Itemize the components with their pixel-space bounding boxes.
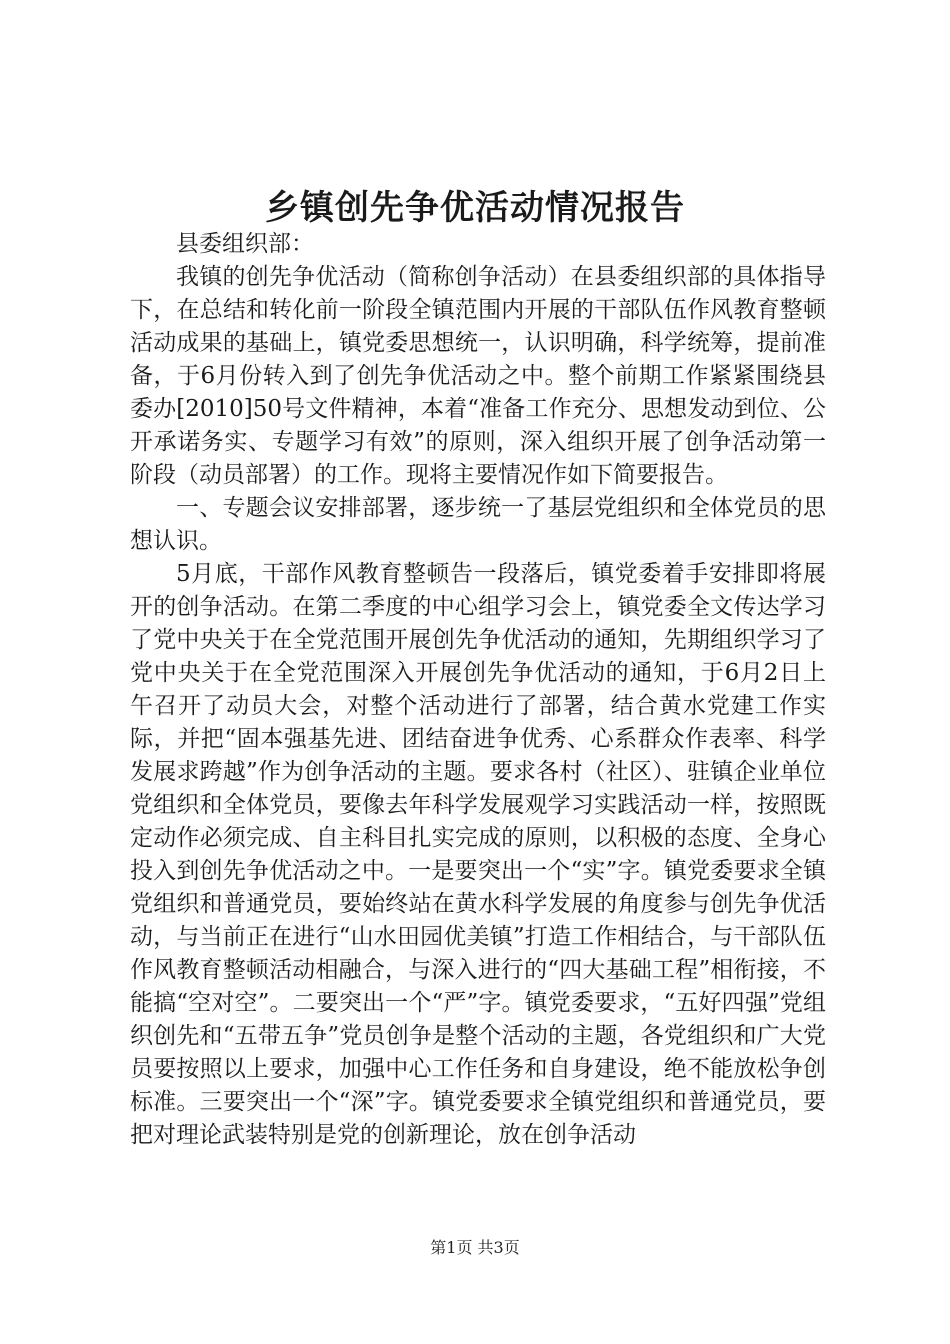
intro-paragraph: 我镇的创先争优活动（简称创争活动）在县委组织部的具体指导下，在总结和转化前一阶段全镇范围内开展的干部队伍作风教育整顿活动成果的基础上，镇党委思想统一，认识明确，科学统筹，提前准备，于6月份转入到了创先争优活动之中。整个前期工作紧紧围绕县委办[2010]50号文件精神，本着“准备工作充分、思想发动到位、公开承诺务实、专题学习有效”的原则，深入组织开展了创争活动第一阶段（动员部署）的工作。现将主要情况作如下简要报告。 <box>130 264 826 488</box>
section-1-paragraph: 5月底，干部作风教育整顿告一段落后，镇党委着手安排即将展开的创争活动。在第二季度的中心组学习会上，镇党委全文传达学习了党中央关于在全党范围开展创先争优活动的通知，先期组织学习了党中央关于在全党范围深入开展创先争优活动的通知，于6月2日上午召开了动员大会，对整个活动进行了部署，结合黄水党建工作实际，并把“固本强基先进、团结奋进争优秀、心系群众作表率、科学发展求跨越”作为创争活动的主题。要求各村（社区）、驻镇企业单位党组织和全体党员，要像去年科学发展观学习实践活动一样，按照既定动作必须完成、自主科目扎实完成的原则，以积极的态度、全身心投入到创先争优活动之中。一是要突出一个“实”字。镇党委要求全镇党组织和普通党员，要始终站在黄水科学发展的角度参与创先争优活动，与当前正在进行“山水田园优美镇”打造工作相结合，与干部队伍作风教育整顿活动相融合，与深入进行的“四大基础工程”相衔接，不能搞“空对空”。二要突出一个“严”字。镇党委要求，“五好四强”党组织创先和“五带五争”党员创争是整个活动的主题，各党组织和广大党员要按照以上要求，加强中心工作任务和自身建设，绝不能放松争创标准。三要突出一个“深”字。镇党委要求全镇党组织和普通党员，要把对理论武装特别是党的创新理论，放在创争活动 <box>130 561 826 1148</box>
document-title: 乡镇创先争优活动情况报告 <box>265 188 685 228</box>
document-body <box>130 228 826 1152</box>
salutation: 县委组织部： <box>176 231 314 257</box>
page-number-footer: 第1页 共3页 <box>430 1238 520 1257</box>
section-heading-1: 一、专题会议安排部署，逐步统一了基层党组织和全体党员的思想认识。 <box>130 495 826 554</box>
